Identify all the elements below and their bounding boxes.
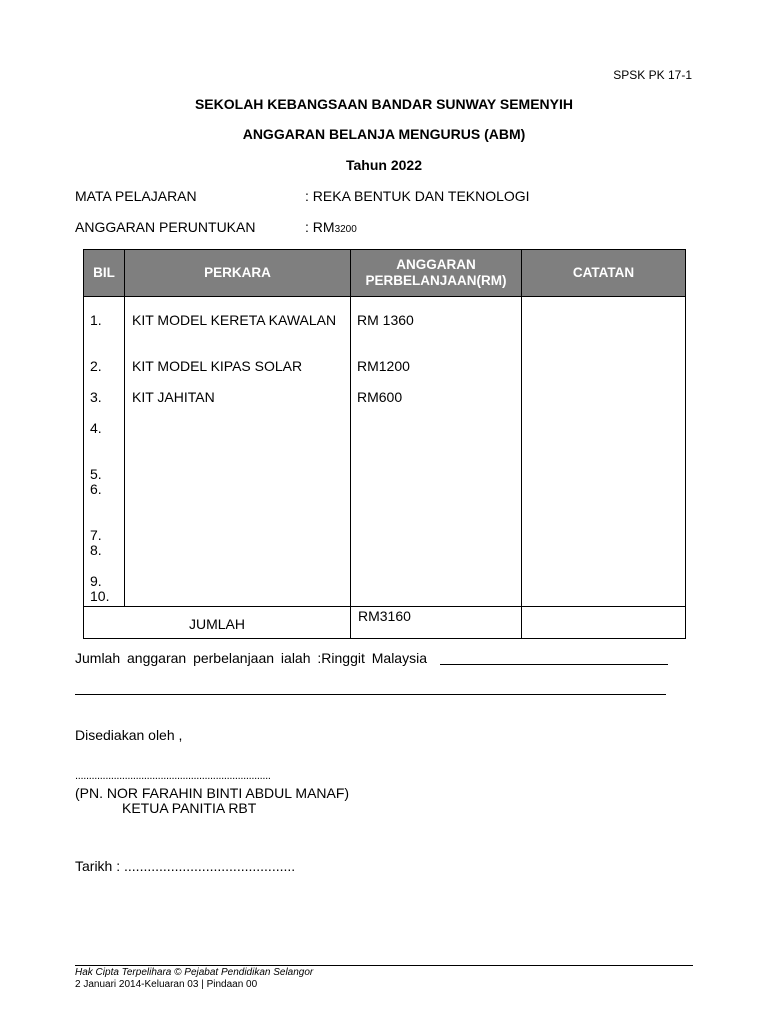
total-value-cell bbox=[351, 607, 522, 639]
document-title: ANGGARAN BELANJA MENGURUS (ABM) bbox=[242, 126, 526, 142]
prepared-by-label: Disediakan oleh , bbox=[75, 727, 183, 743]
bil-item: 8. bbox=[90, 542, 102, 558]
bil-item: 1. bbox=[90, 312, 102, 328]
sum-words-blank-line bbox=[75, 694, 666, 695]
signature-line: ....................................................................... bbox=[75, 770, 271, 782]
sum-statement bbox=[75, 650, 427, 666]
anggaran-item: RM1200 bbox=[357, 358, 410, 374]
bil-item: 6. bbox=[90, 481, 102, 497]
document-year: Tahun 2022 bbox=[346, 157, 422, 173]
signer-role: KETUA PANITIA RBT bbox=[122, 800, 257, 816]
bil-item: 5. bbox=[90, 466, 102, 482]
total-row bbox=[84, 607, 686, 639]
bil-column bbox=[84, 297, 125, 607]
allocation-value bbox=[305, 219, 357, 235]
perkara-column bbox=[125, 297, 351, 607]
bil-item: 2. bbox=[90, 358, 102, 374]
budget-table bbox=[83, 249, 686, 639]
header-bil: BIL bbox=[84, 250, 125, 297]
bil-item: 9. bbox=[90, 573, 102, 589]
allocation-amount: 3200 bbox=[334, 224, 357, 235]
perkara-item: KIT JAHITAN bbox=[132, 389, 215, 405]
school-name: SEKOLAH KEBANGSAAN BANDAR SUNWAY SEMENYIH bbox=[194, 96, 574, 112]
table-body-row bbox=[84, 297, 686, 607]
date-field: Tarikh : ............................................ bbox=[75, 858, 296, 874]
total-label: JUMLAH bbox=[188, 616, 245, 632]
header-anggaran-line1: ANGGARAN bbox=[396, 257, 476, 272]
header-catatan: CATATAN bbox=[522, 250, 686, 297]
header-perkara: PERKARA bbox=[125, 250, 351, 297]
subject-value: : REKA BENTUK DAN TEKNOLOGI bbox=[305, 188, 530, 204]
document-code: SPSK PK 17-1 bbox=[613, 68, 692, 82]
bil-item: 10. bbox=[90, 588, 110, 604]
catatan-column bbox=[522, 297, 686, 607]
bil-item: 3. bbox=[90, 389, 102, 405]
allocation-label: ANGGARAN PERUNTUKAN bbox=[75, 219, 256, 235]
subject-label: MATA PELAJARAN bbox=[75, 188, 197, 204]
anggaran-item: RM 1360 bbox=[357, 312, 414, 328]
header-anggaran bbox=[351, 250, 522, 297]
perkara-item: KIT MODEL KIPAS SOLAR bbox=[132, 358, 303, 374]
total-label-cell bbox=[84, 607, 351, 639]
sum-amount-blank-line bbox=[440, 664, 668, 665]
perkara-item: KIT MODEL KERETA KAWALAN bbox=[132, 312, 337, 328]
anggaran-item: RM600 bbox=[357, 389, 403, 405]
footer-issue: 2 Januari 2014-Keluaran 03 | Pindaan 00 bbox=[75, 979, 258, 990]
allocation-prefix: : RM bbox=[305, 219, 335, 235]
bil-item: 4. bbox=[90, 420, 102, 436]
total-catatan-cell bbox=[522, 607, 686, 639]
sum-statement-label: Jumlah anggaran perbelanjaan ialah :Ringgit Malaysia bbox=[75, 650, 427, 666]
bil-item: 7. bbox=[90, 527, 102, 543]
signer-name: (PN. NOR FARAHIN BINTI ABDUL MANAF) bbox=[75, 785, 350, 801]
total-value: RM3160 bbox=[358, 608, 411, 624]
footer-divider bbox=[75, 965, 693, 966]
anggaran-column bbox=[351, 297, 522, 607]
header-anggaran-line2: PERBELANJAAN(RM) bbox=[365, 273, 507, 288]
footer-copyright: Hak Cipta Terpelihara © Pejabat Pendidikan Selangor bbox=[75, 967, 314, 978]
